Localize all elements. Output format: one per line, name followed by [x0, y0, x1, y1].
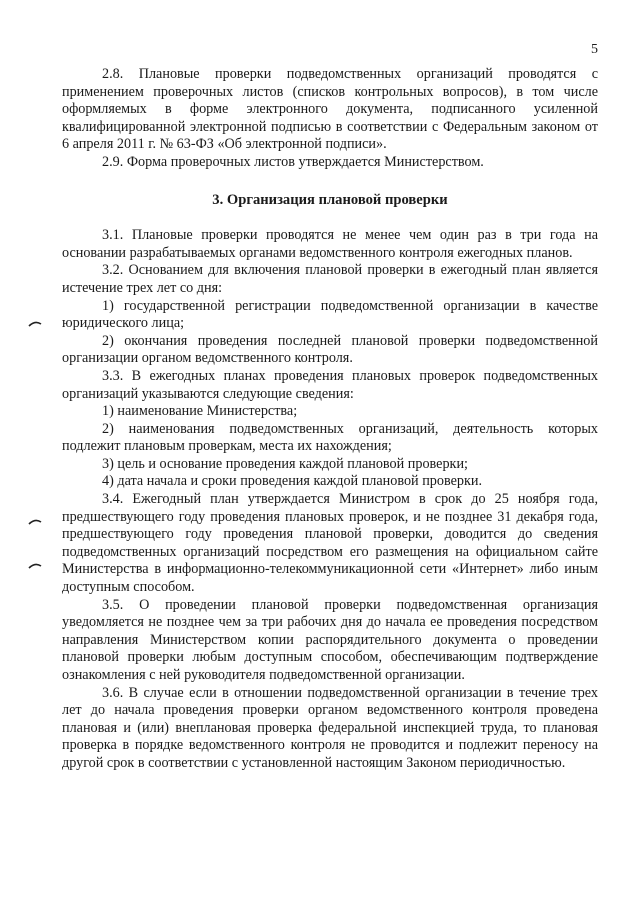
- paragraph-3-2: 3.2. Основанием для включения плановой проверки в ежегодный план является истечение трех лет со дня:: [62, 262, 598, 296]
- list-item-3-3-1: 1) наименование Министерства;: [102, 403, 298, 420]
- margin-mark-icon: [28, 562, 42, 570]
- paragraph-3-3: 3.3. В ежегодных планах проведения плановых проверок подведомственных организаций указываются следующие сведения:: [62, 367, 598, 402]
- list-item-3-3-4: 4) дата начала и сроки проведения каждой плановой проверки.: [102, 473, 483, 490]
- paragraph-3-4: 3.4. Ежегодный план утверждается Министром в срок до 25 ноября года, предшествующего году проведения плановых проверок, и не позднее 31 декабря года, предшествующего году проведения плановой проверки, доводится до сведения подведомственных организаций посредством его размещения на официальном сайте Министерства в информационно-телекоммуникационной сети «Интернет» либо иным доступным способом.: [62, 491, 598, 596]
- document-body: [62, 66, 598, 773]
- margin-mark-icon: [28, 518, 42, 526]
- list-item-3-3-2: 2) наименования подведомственных организаций, деятельность которых подлежит плановым проверкам, места их нахождения;: [62, 420, 598, 455]
- list-item-3-3-3: 3) цель и основание проведения каждой плановой проверки;: [102, 455, 468, 472]
- paragraph-3-1: 3.1. Плановые проверки проводятся не менее чем один раз в три года на основании разрабатываемых органами ведомственного контроля ежегодных планов.: [62, 227, 598, 261]
- paragraph-3-5: 3.5. О проведении плановой проверки подведомственная организация уведомляется не позднее чем за три рабочих дня до начала ее проведения посредством направления Министерством копии распорядительного документа о проведении плановой проверки любым доступным способом, обеспечивающим подтверждение ознакомления с ней руководителя подведомственной организации.: [62, 596, 598, 683]
- paragraph-2-9: 2.9. Форма проверочных листов утверждается Министерством.: [102, 153, 484, 170]
- paragraph-2-8: 2.8. Плановые проверки подведомственных организаций проводятся с применением проверочных листов (списков контрольных вопросов), в том числе оформляемых в форме электронного документа, подписанного усиленной квалифицированной электронной подписью в соответствии с Федеральным законом от 6 апреля 2011 г. № 63-ФЗ «Об электронной подписи».: [62, 66, 598, 153]
- margin-mark-icon: [28, 320, 42, 328]
- paragraph-3-6: 3.6. В случае если в отношении подведомственной организации в течение трех лет до начала проведения проверки органом ведомственного контроля проведена плановая и (или) внеплановая проверка федеральной инспекцией труда, то плановая проверка в порядке ведомственного контроля не проводится и подлежит переносу на другой срок в соответствии с установленной настоящим Законом периодичностью.: [62, 684, 598, 771]
- page-number: 5: [591, 42, 598, 57]
- section-title: 3. Организация плановой проверки: [212, 191, 448, 208]
- list-item-3-2-1: 1) государственной регистрации подведомственной организации в качестве юридического лица;: [62, 297, 598, 332]
- list-item-3-2-2: 2) окончания проведения последней плановой проверки подведомственной организации органом ведомственного контроля.: [62, 332, 598, 367]
